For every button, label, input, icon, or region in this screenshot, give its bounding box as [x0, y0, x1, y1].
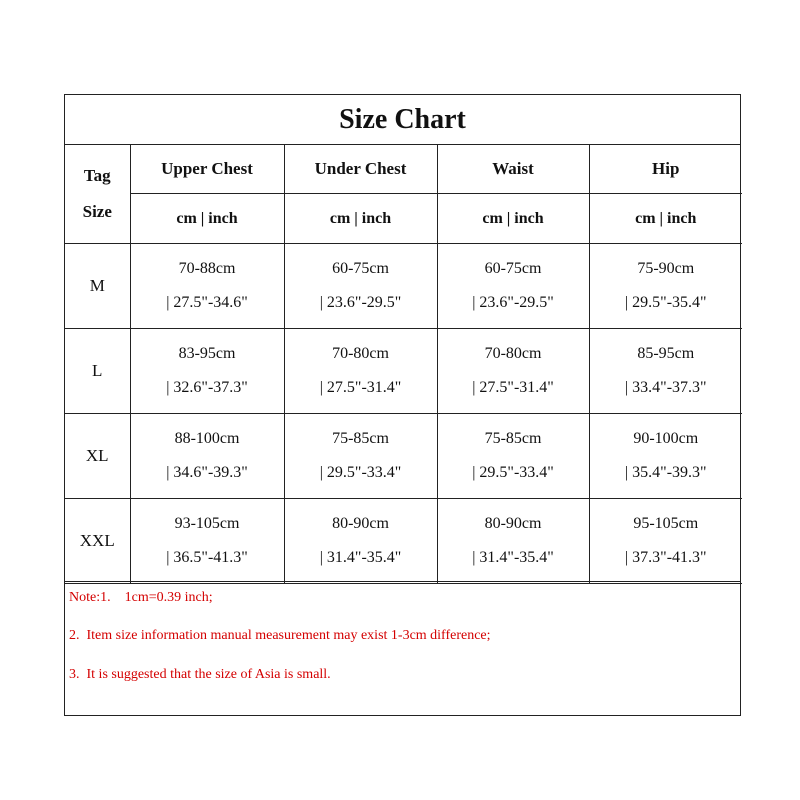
- measure-cell: 80-90cm | 31.4"-35.4": [437, 499, 589, 584]
- unit-label: cm | inch: [284, 194, 437, 244]
- measure-cell: 75-85cm | 29.5"-33.4": [284, 414, 437, 499]
- tag-label: Tag: [83, 166, 111, 185]
- measure-cell: 90-100cm | 35.4"-39.3": [589, 414, 742, 499]
- measure-cell: 88-100cm | 34.6"-39.3": [130, 414, 284, 499]
- measure-cell: 80-90cm | 31.4"-35.4": [284, 499, 437, 584]
- unit-label: cm | inch: [437, 194, 589, 244]
- unit-row: [65, 194, 742, 244]
- size-table: [65, 145, 742, 584]
- unit-label: cm | inch: [589, 194, 742, 244]
- unit-label: cm | inch: [130, 194, 284, 244]
- chart-title: Size Chart: [65, 95, 740, 145]
- size-cell: L: [65, 329, 130, 414]
- size-label: Size: [82, 202, 112, 221]
- header-row: [65, 145, 742, 194]
- tag-size-header: [65, 145, 130, 244]
- measure-cell: 70-80cm | 27.5"-31.4": [437, 329, 589, 414]
- table-row-l: [65, 329, 742, 414]
- measure-cell: 75-90cm | 29.5"-35.4": [589, 244, 742, 329]
- measure-cell: 85-95cm | 33.4"-37.3": [589, 329, 742, 414]
- measure-cell: 60-75cm | 23.6"-29.5": [284, 244, 437, 329]
- size-cell: M: [65, 244, 130, 329]
- size-chart: [64, 94, 741, 716]
- column-header-waist: Waist: [437, 145, 589, 194]
- note-line-3: 3. It is suggested that the size of Asia is small.: [69, 667, 331, 682]
- column-header-under-chest: Under Chest: [284, 145, 437, 194]
- note-line-2: 2. Item size information manual measurement may exist 1-3cm difference;: [69, 628, 491, 643]
- measure-cell: 60-75cm | 23.6"-29.5": [437, 244, 589, 329]
- notes-section: [65, 581, 740, 715]
- measure-cell: 93-105cm | 36.5"-41.3": [130, 499, 284, 584]
- table-row-m: [65, 244, 742, 329]
- measure-cell: 83-95cm | 32.6"-37.3": [130, 329, 284, 414]
- size-cell: XL: [65, 414, 130, 499]
- measure-cell: 75-85cm | 29.5"-33.4": [437, 414, 589, 499]
- size-cell: XXL: [65, 499, 130, 584]
- table-row-xl: [65, 414, 742, 499]
- table-row-xxl: [65, 499, 742, 584]
- column-header-hip: Hip: [589, 145, 742, 194]
- column-header-upper-chest: Upper Chest: [130, 145, 284, 194]
- note-line-1: Note:1. 1cm=0.39 inch;: [69, 590, 213, 605]
- measure-cell: 70-88cm | 27.5"-34.6": [130, 244, 284, 329]
- measure-cell: 70-80cm | 27.5"-31.4": [284, 329, 437, 414]
- measure-cell: 95-105cm | 37.3"-41.3": [589, 499, 742, 584]
